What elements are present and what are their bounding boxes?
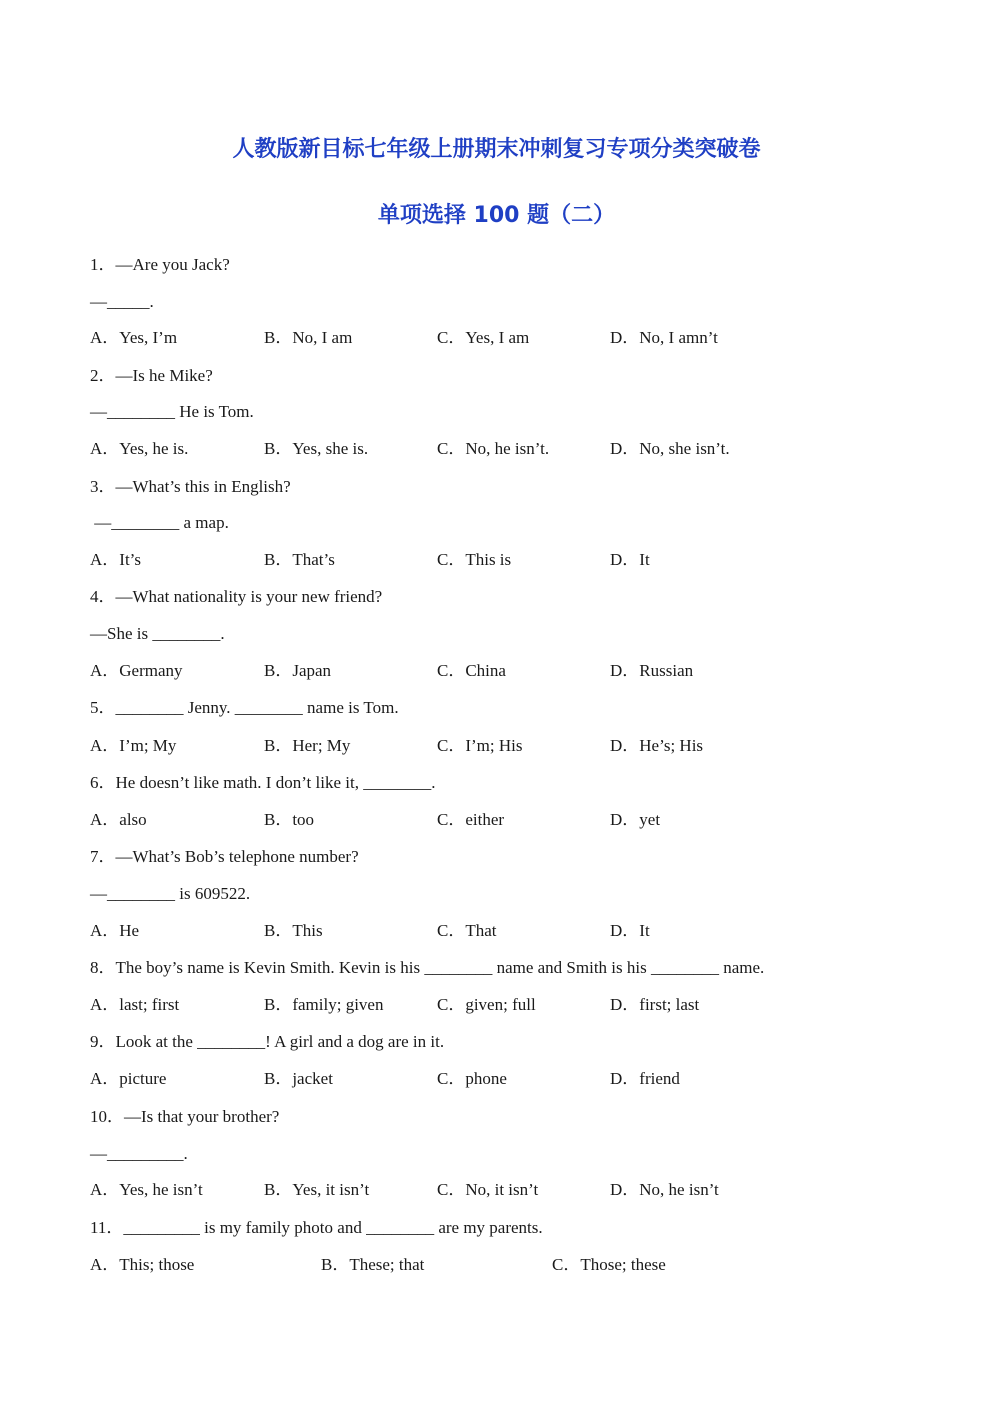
- question-answer-line: —________ a map.: [90, 513, 229, 532]
- option-b: B．too: [264, 810, 315, 829]
- option-d: D．He’s; His: [610, 736, 704, 755]
- option-d: D．It: [610, 550, 650, 569]
- option-d: D．No, he isn’t: [610, 1180, 719, 1199]
- question-stem: 9．Look at the ________! A girl and a dog are in it.: [90, 1032, 445, 1051]
- option-a: A．It’s: [90, 550, 141, 569]
- option-c: C．Yes, I am: [437, 328, 530, 347]
- question-stem: 10．—Is that your brother?: [90, 1107, 280, 1126]
- option-a: A．last; first: [90, 995, 180, 1014]
- option-c: C．Those; these: [552, 1255, 666, 1274]
- option-d: D．yet: [610, 810, 661, 829]
- option-b: B．Yes, it isn’t: [264, 1180, 370, 1199]
- option-b: B．This: [264, 921, 323, 940]
- option-a: A．Germany: [90, 661, 183, 680]
- option-b: B．That’s: [264, 550, 335, 569]
- question-stem: 8．The boy’s name is Kevin Smith. Kevin is his ________ name and Smith is his ________ name.: [90, 958, 765, 977]
- option-c: C．given; full: [437, 995, 536, 1014]
- option-a: A．This; those: [90, 1255, 195, 1274]
- option-a: A．Yes, I’m: [90, 328, 178, 347]
- question-stem: 2．—Is he Mike?: [90, 366, 213, 385]
- option-a: A．Yes, he isn’t: [90, 1180, 203, 1199]
- question-answer-line: —________ is 609522.: [90, 884, 251, 903]
- option-c: C．That: [437, 921, 497, 940]
- question-answer-line: —_________.: [90, 1144, 188, 1163]
- question-stem: 3．—What’s this in English?: [90, 477, 291, 496]
- option-c: C．I’m; His: [437, 736, 523, 755]
- option-c: C．This is: [437, 550, 512, 569]
- option-a: A．also: [90, 810, 147, 829]
- question-stem: 4．—What nationality is your new friend?: [90, 587, 383, 606]
- option-c: C．No, it isn’t: [437, 1180, 539, 1199]
- question-stem: 7．—What’s Bob’s telephone number?: [90, 847, 359, 866]
- option-a: A．He: [90, 921, 140, 940]
- question-answer-line: —_____.: [90, 292, 154, 311]
- document-subtitle: 单项选择 100 题（二）: [377, 203, 616, 228]
- option-d: D．first; last: [610, 995, 700, 1014]
- question-answer-line: —________ He is Tom.: [90, 402, 254, 421]
- option-b: B．These; that: [321, 1255, 425, 1274]
- question-stem: 1．—Are you Jack?: [90, 255, 230, 274]
- option-d: D．It: [610, 921, 650, 940]
- option-d: D．friend: [610, 1069, 680, 1088]
- option-b: B．Her; My: [264, 736, 351, 755]
- option-d: D．Russian: [610, 661, 694, 680]
- question-stem: 6．He doesn’t like math. I don’t like it, ________.: [90, 773, 436, 792]
- option-b: B．jacket: [264, 1069, 333, 1088]
- question-stem: 5．________ Jenny. ________ name is Tom.: [90, 698, 399, 717]
- option-a: A．Yes, he is.: [90, 439, 189, 458]
- question-answer-line: —She is ________.: [90, 624, 225, 643]
- option-d: D．No, I amn’t: [610, 328, 718, 347]
- option-b: B．No, I am: [264, 328, 353, 347]
- option-c: C．No, he isn’t.: [437, 439, 550, 458]
- option-b: B．Japan: [264, 661, 332, 680]
- document-title: 人教版新目标七年级上册期末冲刺复习专项分类突破卷: [232, 137, 761, 162]
- option-b: B．Yes, she is.: [264, 439, 369, 458]
- option-a: A．picture: [90, 1069, 167, 1088]
- question-stem: 11．_________ is my family photo and ________ are my parents.: [90, 1218, 543, 1237]
- option-c: C．phone: [437, 1069, 507, 1088]
- option-b: B．family; given: [264, 995, 384, 1014]
- option-d: D．No, she isn’t.: [610, 439, 730, 458]
- option-c: C．either: [437, 810, 505, 829]
- option-c: C．China: [437, 661, 506, 680]
- option-a: A．I’m; My: [90, 736, 177, 755]
